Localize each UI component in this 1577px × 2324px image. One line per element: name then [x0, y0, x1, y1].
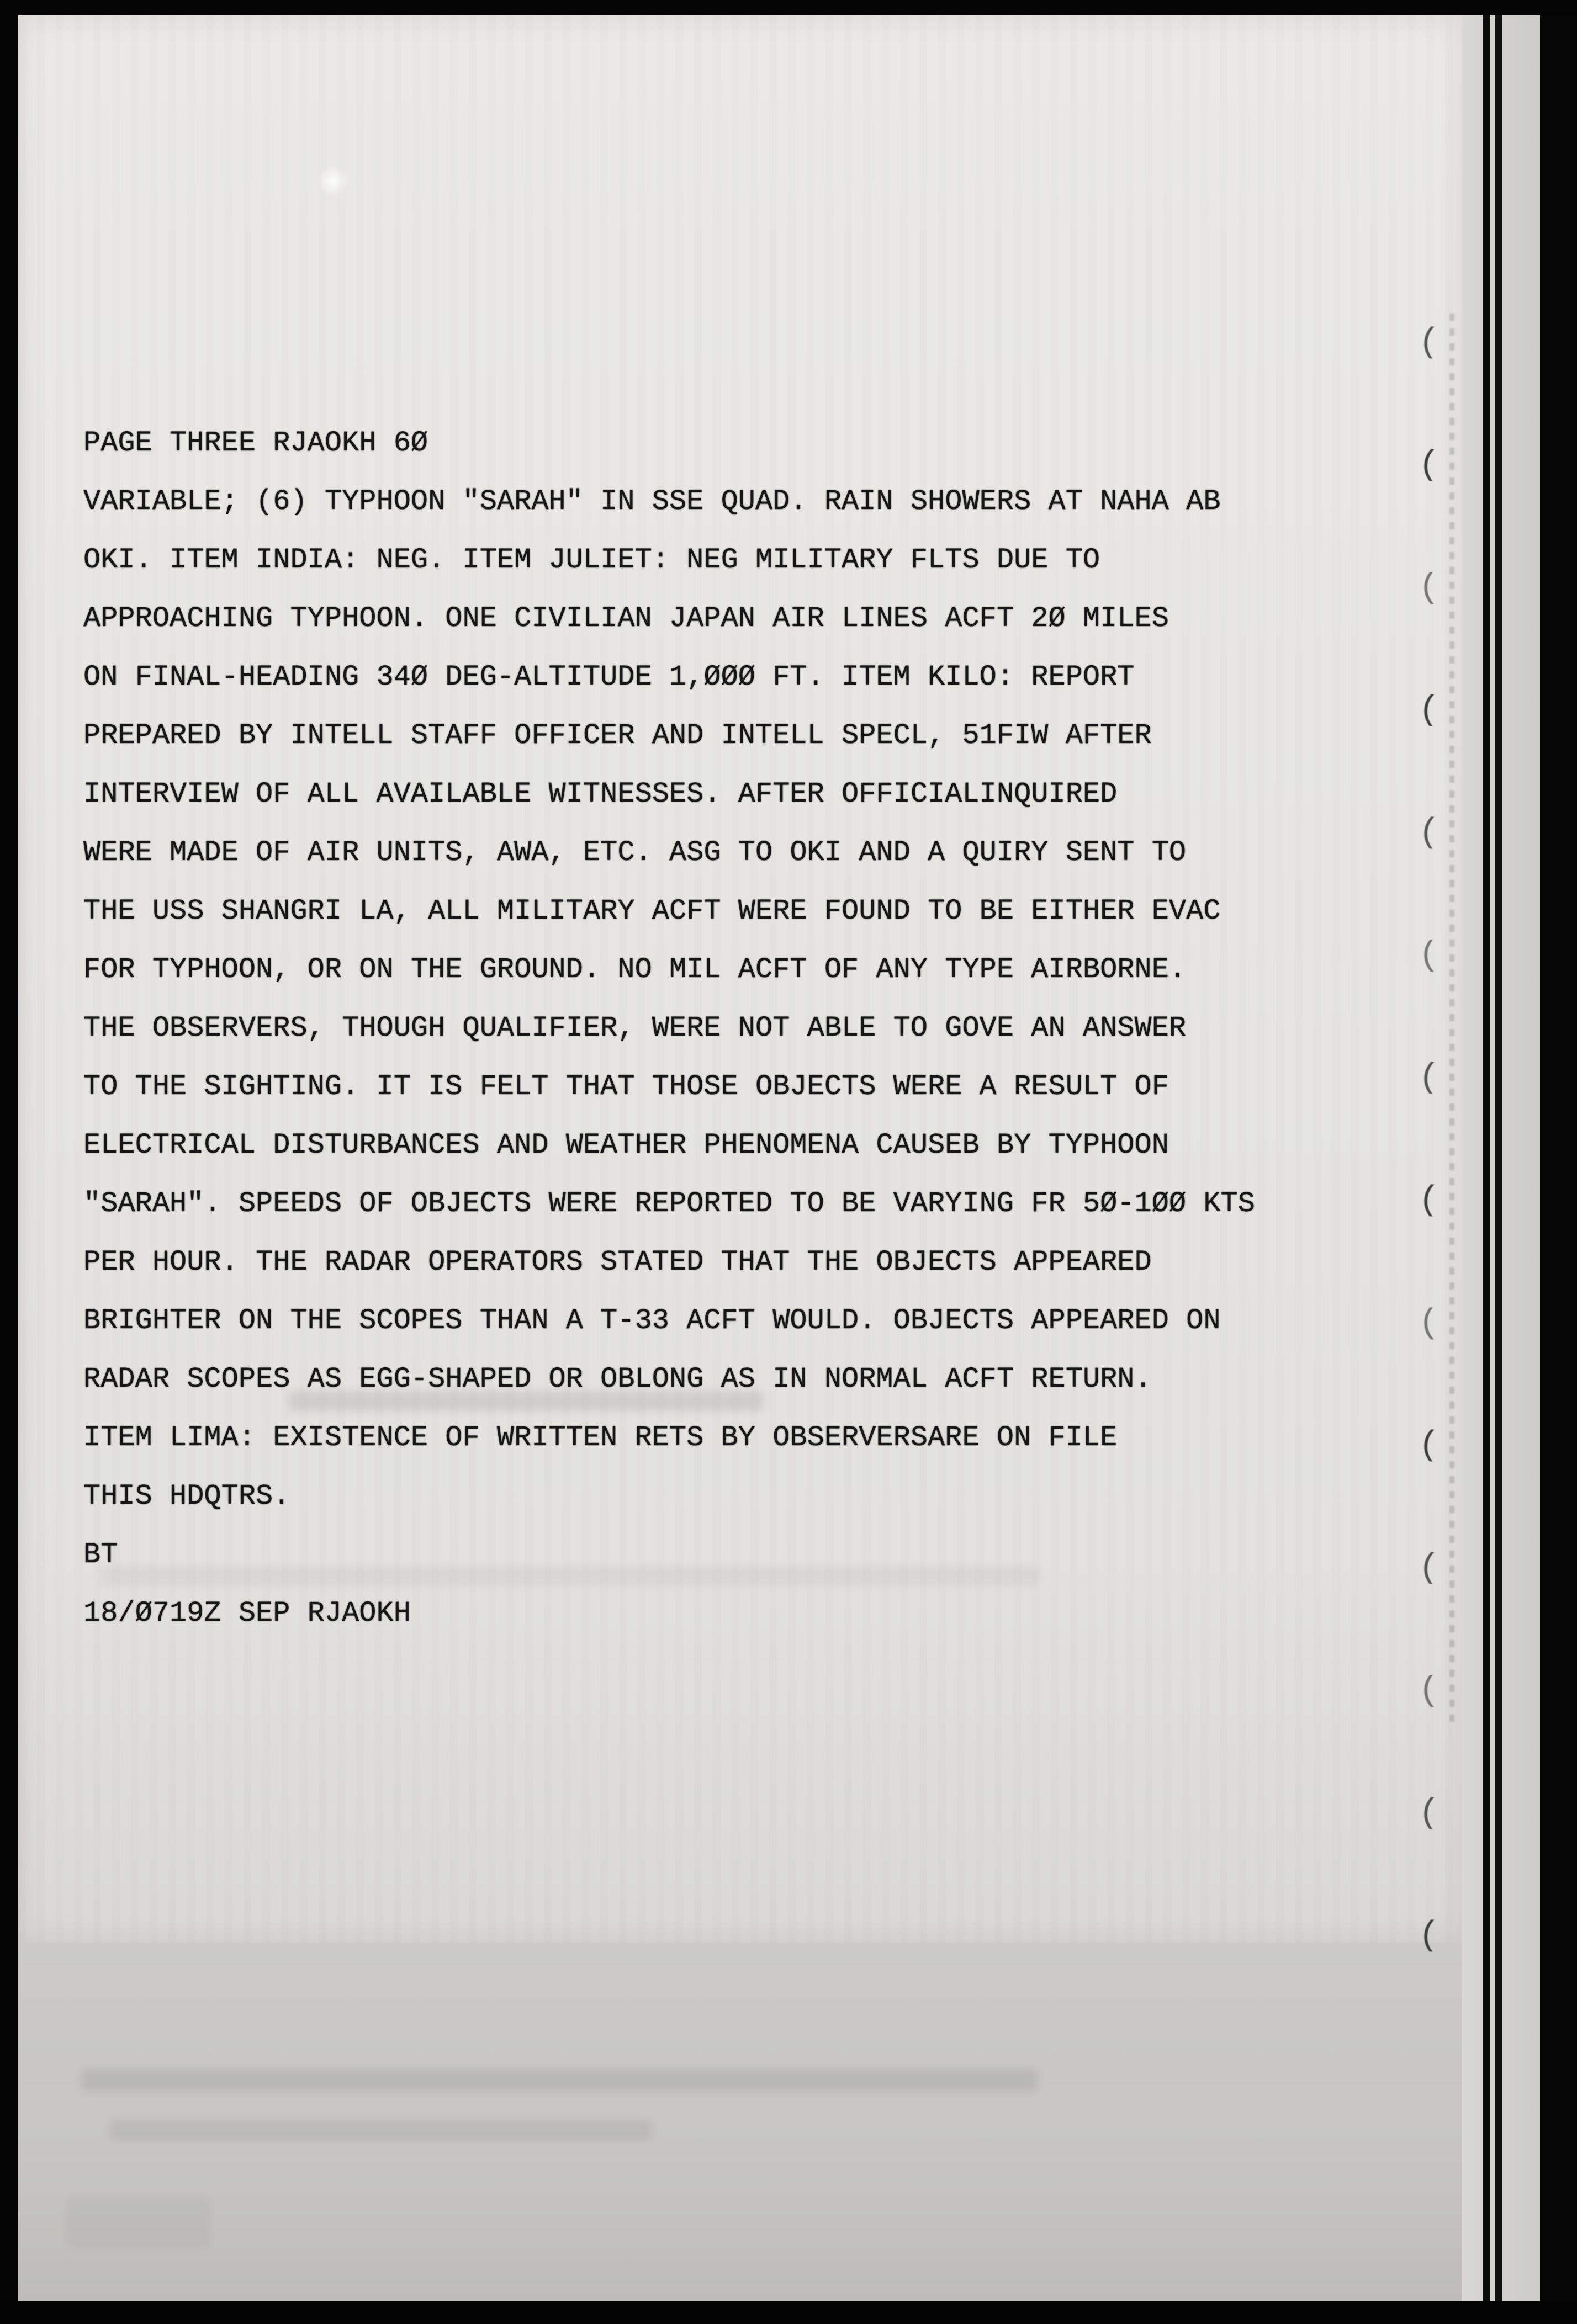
scan-edge-black [1540, 0, 1577, 2324]
document-line: BT [83, 1538, 118, 1571]
ghost-print-smudge [101, 1567, 1040, 1585]
punch-mark: ( [1417, 1303, 1440, 1344]
document-line: OKI. ITEM INDIA: NEG. ITEM JULIET: NEG MILITARY FLTS DUE TO [83, 544, 1100, 576]
punch-mark: ( [1417, 1180, 1441, 1221]
document-line: PAGE THREE RJAOKH 6Ø [83, 427, 428, 459]
document-line: TO THE SIGHTING. IT IS FELT THAT THOSE OBJECTS WERE A RESULT OF [83, 1070, 1169, 1103]
document-line: BRIGHTER ON THE SCOPES THAN A T-33 ACFT WOULD. OBJECTS APPEARED ON [83, 1304, 1221, 1337]
document-line: 18/Ø719Z SEP RJAOKH [83, 1597, 411, 1630]
document-line: VARIABLE; (6) TYPHOON "SARAH" IN SSE QUAD. RAIN SHOWERS AT NAHA AB [83, 485, 1221, 518]
document-line: PER HOUR. THE RADAR OPERATORS STATED THAT THE OBJECTS APPEARED [83, 1246, 1152, 1278]
document-line: THIS HDQTRS. [83, 1480, 290, 1513]
document-line: THE OBSERVERS, THOUGH QUALIFIER, WERE NOT ABLE TO GOVE AN ANSWER [83, 1012, 1187, 1044]
punch-mark: ( [1417, 1057, 1441, 1098]
document-line: ITEM LIMA: EXISTENCE OF WRITTEN RETS BY OBSERVERSARE ON FILE [83, 1421, 1118, 1454]
punch-mark: ( [1417, 689, 1441, 730]
punch-mark: ( [1417, 1915, 1441, 1956]
underlying-page-edge [18, 1935, 1540, 2304]
ghost-print-smudge [82, 2069, 1037, 2091]
document-line: INTERVIEW OF ALL AVAILABLE WITNESSES. AFTER OFFICIALINQUIRED [83, 778, 1118, 810]
punch-mark: ( [1417, 935, 1440, 976]
punch-mark: ( [1417, 1425, 1441, 1466]
punch-mark: ( [1417, 1792, 1441, 1833]
document-line: WERE MADE OF AIR UNITS, AWA, ETC. ASG TO OKI AND A QUIRY SENT TO [83, 836, 1187, 869]
ghost-print-smudge [110, 2120, 652, 2141]
page-edge-rule [1495, 0, 1502, 2324]
document-line: APPROACHING TYPHOON. ONE CIVILIAN JAPAN AIR LINES ACFT 2Ø MILES [83, 602, 1169, 635]
document-body [83, 316, 1425, 1643]
document-line: PREPARED BY INTELL STAFF OFFICER AND INTELL SPECL, 51FIW AFTER [83, 719, 1152, 752]
paper-sheet [18, 15, 1462, 1956]
ghost-print-smudge [289, 1391, 764, 1411]
illegible-edge-microtext [1449, 314, 1454, 1727]
scan-border-top [0, 0, 1577, 15]
ghost-print-smudge [66, 2197, 210, 2247]
scan-border-left [0, 0, 18, 2324]
document-line: FOR TYPHOON, OR ON THE GROUND. NO MIL ACFT OF ANY TYPE AIRBORNE. [83, 953, 1187, 986]
document-line: "SARAH". SPEEDS OF OBJECTS WERE REPORTED TO BE VARYING FR 5Ø-1ØØ KTS [83, 1187, 1255, 1220]
document-line: RADAR SCOPES AS EGG-SHAPED OR OBLONG AS IN NORMAL ACFT RETURN. [83, 1363, 1152, 1396]
document-line: ON FINAL-HEADING 34Ø DEG-ALTITUDE 1,ØØØ FT. ITEM KILO: REPORT [83, 661, 1135, 693]
right-margin-area [1462, 0, 1577, 2324]
scan-border-bottom [0, 2301, 1577, 2324]
document-line: THE USS SHANGRI LA, ALL MILITARY ACFT WERE FOUND TO BE EITHER EVAC [83, 895, 1221, 927]
punch-mark: ( [1417, 444, 1441, 485]
punch-mark: ( [1417, 1670, 1440, 1711]
punch-mark: ( [1417, 1547, 1441, 1588]
punch-mark: ( [1417, 812, 1441, 853]
page-edge-rule [1483, 0, 1490, 2324]
punch-mark: ( [1417, 567, 1440, 608]
punch-mark: ( [1417, 322, 1441, 363]
document-line: ELECTRICAL DISTURBANCES AND WEATHER PHENOMENA CAUSEB BY TYPHOON [83, 1129, 1169, 1161]
